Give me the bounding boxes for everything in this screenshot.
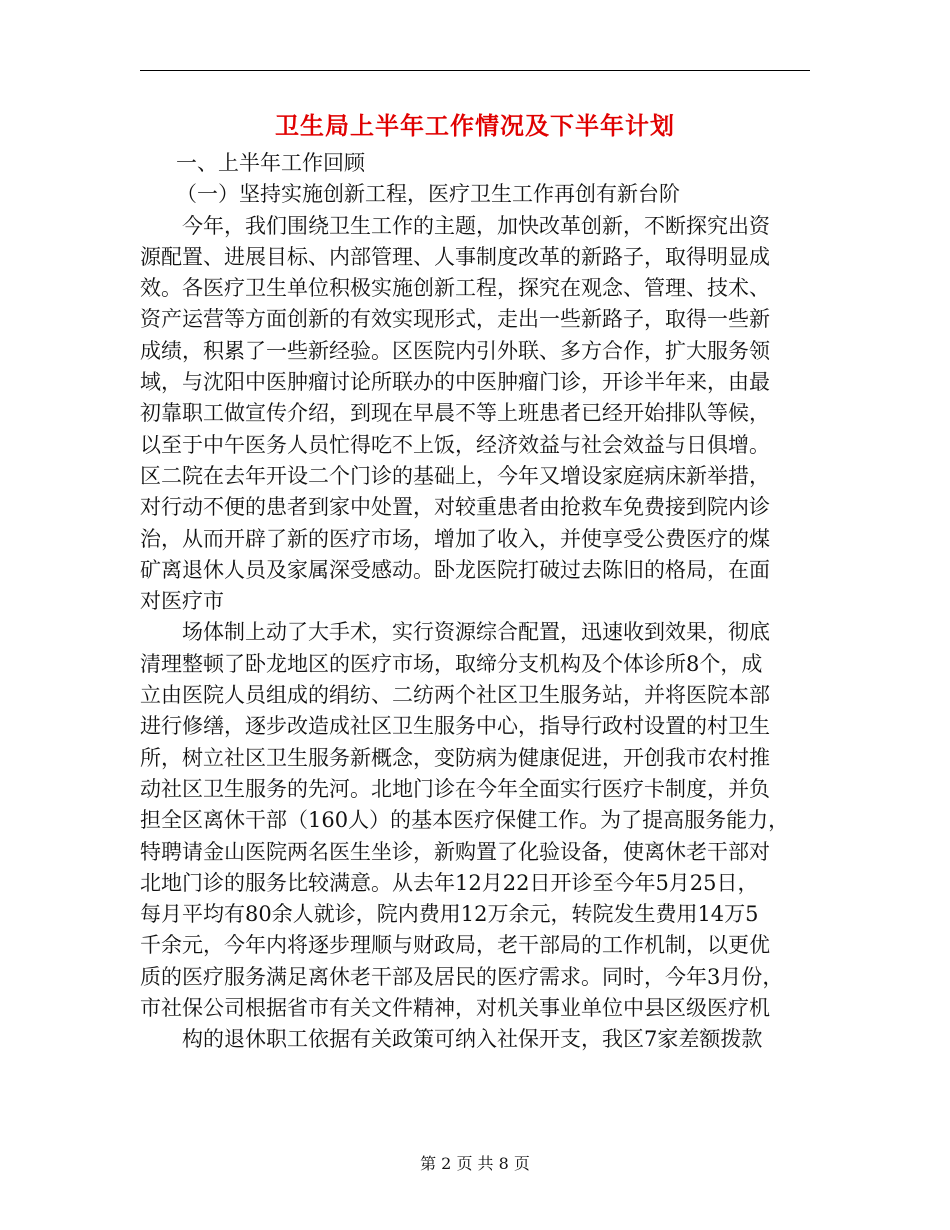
paragraph-line: 效。各医疗卫生单位积极实施创新工程，探究在观念、管理、技术、: [140, 276, 770, 301]
paragraph-line: 初靠职工做宣传介绍，到现在早晨不等上班患者已经开始排队等候，: [140, 401, 770, 426]
paragraph-line: 动社区卫生服务的先河。北地门诊在今年全面实行医疗卡制度，并负: [140, 776, 770, 801]
paragraph-line: 市社保公司根据省市有关文件精神，对机关事业单位中县区级医疗机: [140, 996, 770, 1021]
paragraph-line: 清理整顿了卧龙地区的医疗市场，取缔分支机构及个体诊所8个，成: [140, 651, 763, 676]
paragraph-line: 质的医疗服务满足离休老干部及居民的医疗需求。同时，今年3月份，: [140, 964, 784, 989]
paragraph-line: 区二院在去年开设二个门诊的基础上，今年又增设家庭病床新举措，: [140, 463, 770, 488]
paragraph-line: 资产运营等方面创新的有效实现形式，走出一些新路子，取得一些新: [140, 307, 770, 332]
paragraph-line: 立由医院人员组成的绢纺、二纺两个社区卫生服务站，并将医院本部: [140, 683, 770, 708]
page-footer: 第 2 页 共 8 页: [420, 1154, 530, 1173]
subsection-heading: （一）坚持实施创新工程，医疗卫生工作再创有新台阶: [176, 182, 680, 207]
paragraph-line: 构的退休职工依据有关政策可纳入社保开支，我区7家差额拨款: [182, 1027, 763, 1052]
paragraph-line: 对行动不便的患者到家中处置，对较重患者由抢救车免费接到院内诊: [140, 495, 770, 520]
paragraph-line: 以至于中午医务人员忙得吃不上饭，经济效益与社会效益与日俱增。: [140, 432, 770, 457]
paragraph-line: 进行修缮，逐步改造成社区卫生服务中心，指导行政村设置的村卫生: [140, 714, 770, 739]
paragraph-line: 场体制上动了大手术，实行资源综合配置，迅速收到效果，彻底: [182, 620, 770, 645]
paragraph-line: 成绩，积累了一些新经验。区医院内引外联、多方合作，扩大服务领: [140, 338, 770, 363]
paragraph-line: 所，树立社区卫生服务新概念，变防病为健康促进，开创我市农村推: [140, 745, 770, 770]
paragraph-line: 对医疗市: [140, 589, 224, 614]
paragraph-line: 源配置、进展目标、内部管理、人事制度改革的新路子，取得明显成: [140, 244, 770, 269]
paragraph-line: 域，与沈阳中医肿瘤讨论所联办的中医肿瘤门诊，开诊半年来，由最: [140, 370, 770, 395]
document-body: [140, 148, 810, 1056]
paragraph-line: 担全区离休干部（160人）的基本医疗保健工作。为了提高服务能力，: [140, 808, 790, 833]
paragraph-line: 千余元，今年内将逐步理顺与财政局，老干部局的工作机制，以更优: [140, 933, 770, 958]
section-heading: 一、上半年工作回顾: [176, 151, 365, 175]
document-title: 卫生局上半年工作情况及下半年计划: [275, 111, 675, 140]
paragraph-line: 治，从而开辟了新的医疗市场，增加了收入，并使享受公费医疗的煤: [140, 526, 770, 551]
header-rule: [140, 70, 810, 71]
paragraph-line: 北地门诊的服务比较满意。从去年12月22日开诊至今年5月25日，: [140, 870, 759, 895]
paragraph-line: 每月平均有80余人就诊，院内费用12万余元，转院发生费用14万5: [140, 902, 759, 927]
paragraph-line: 矿离退休人员及家属深受感动。卧龙医院打破过去陈旧的格局，在面: [140, 557, 770, 582]
paragraph-line: 特聘请金山医院两名医生坐诊，新购置了化验设备，使离休老干部对: [140, 839, 770, 864]
paragraph-line: 今年，我们围绕卫生工作的主题，加快改革创新，不断探究出资: [182, 213, 770, 238]
